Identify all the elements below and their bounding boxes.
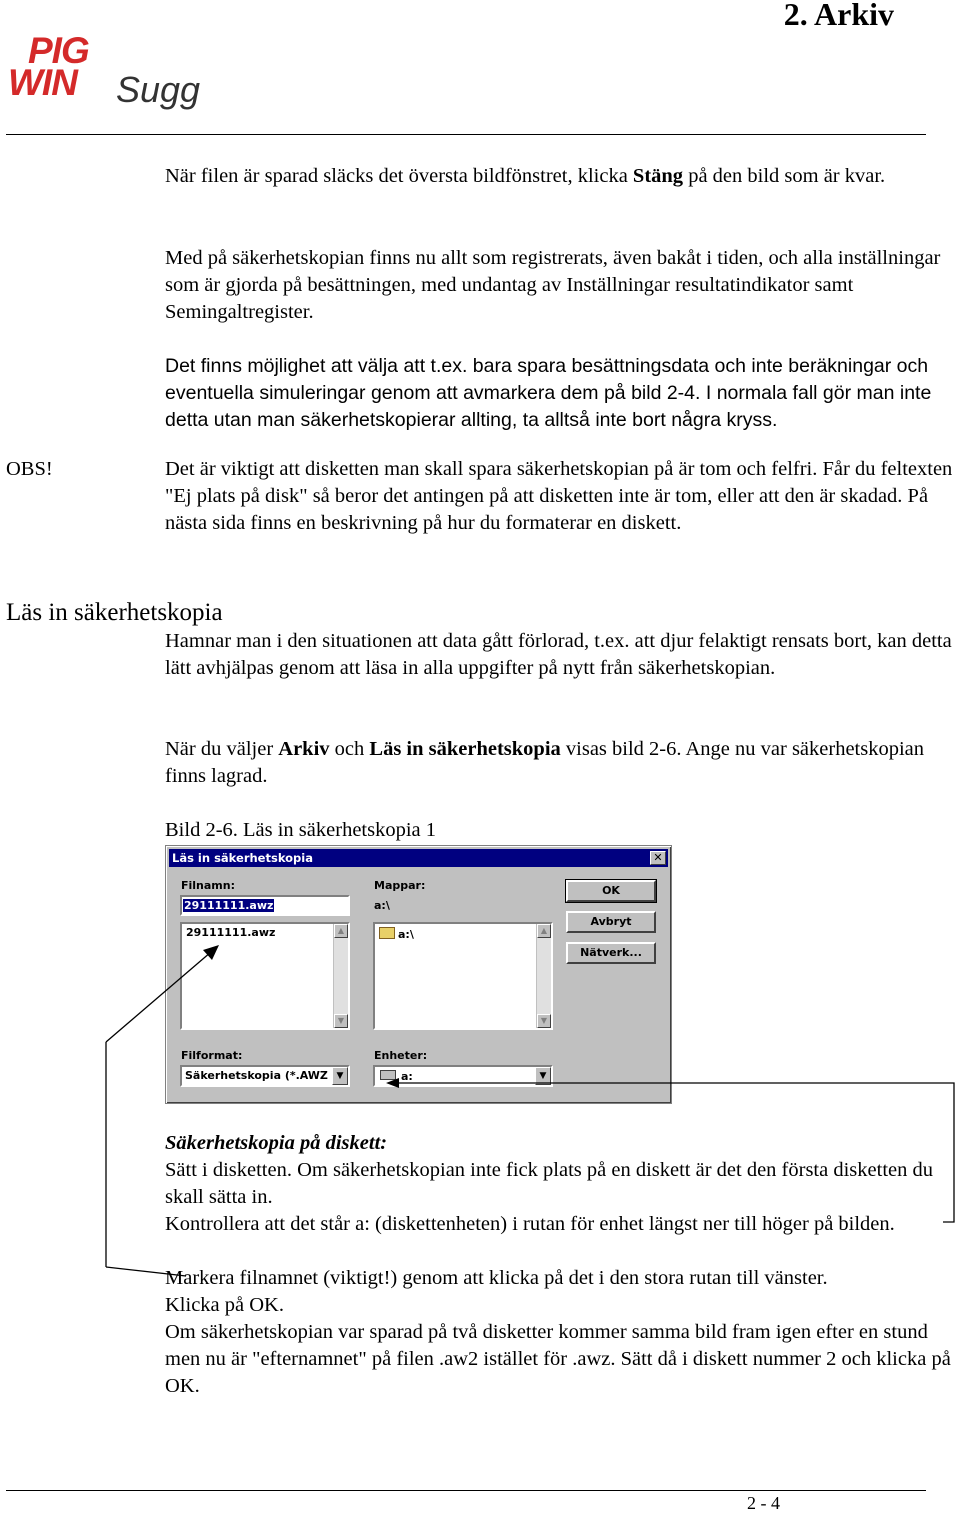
drive-label: a:	[401, 1070, 413, 1083]
scroll-up-icon[interactable]: ▲	[334, 924, 348, 938]
p3-text: Det finns möjlighet att välja att t.ex. bara spara besättningsdata och inte beräkningar och eventuella simuleringar genom att avmarkera dem på bild 2-4. I normala fall gör man inte detta utan man säkerhetskopierar allting, ta alltså inte bort några kryss.	[165, 355, 932, 431]
notes-title: Säkerhetskopia på diskett:	[165, 1132, 388, 1154]
arrowhead-icon	[203, 945, 219, 960]
close-icon[interactable]: ✕	[650, 851, 666, 865]
ok-button[interactable]: OK	[566, 880, 656, 902]
chapter-title: 2. Arkiv	[783, 0, 894, 32]
filename-value: 29111111.awz	[184, 899, 274, 912]
cancel-button[interactable]: Avbryt	[566, 911, 656, 933]
scroll-down-icon[interactable]: ▼	[334, 1014, 348, 1028]
p5-bold-las-in: Läs in säkerhetskopia	[369, 738, 561, 760]
arrowhead-icon	[386, 1078, 399, 1088]
note-two-disks: Om säkerhetskopian var sparad på två disketter kommer samma bild fram igen efter en stund men nu är "efternamnet" på filen .aw2 istället för .awz. Sätt då i diskett nummer 2 och klicka på OK.	[165, 1321, 951, 1397]
scroll-down-icon[interactable]: ▼	[537, 1014, 551, 1028]
paragraph-data-lost: Hamnar man i den situationen att data gått förlorad, t.ex. att djur felaktigt rensats bort, kan detta lätt avhjälpas genom att läsa in alla uppgifter på nytt från säkerhetskopian.	[165, 630, 952, 679]
note-click-ok: Klicka på OK.	[165, 1294, 284, 1316]
folder-item-label: a:\	[398, 928, 414, 941]
logo-pig: PIG	[28, 30, 89, 71]
p5-text-a: När du väljer	[165, 738, 279, 760]
p5-bold-arkiv: Arkiv	[278, 738, 330, 760]
filename-label: Filnamn:	[181, 879, 236, 892]
callout-line-to-file	[106, 952, 211, 1042]
file-list-item[interactable]: 29111111.awz	[186, 926, 276, 939]
logo-product: Sugg	[116, 69, 201, 110]
footer-rule	[6, 1490, 926, 1491]
section-heading: Läs in säkerhetskopia	[6, 599, 223, 626]
paragraph-backup-contents: Med på säkerhetskopian finns nu allt som registrerats, även bakåt i tiden, och alla inställningar som är gjorda på besättningen, med undantag av Inställningar resultatindikator samt Semingaltregister.	[165, 247, 941, 323]
note-insert-disk: Sätt i disketten. Om säkerhetskopian inte fick plats på en diskett är det den första disketten du skall sätta in.	[165, 1159, 933, 1208]
note-check-drive: Kontrollera att det står a: (diskettenheten) i rutan för enhet längst ner till höger på bilden.	[165, 1213, 895, 1235]
folders-path: a:\	[374, 899, 390, 912]
p5-text-e: visas bild 2-6. Ange nu var säkerhetskopian finns lagrad.	[165, 738, 925, 787]
fileformat-label: Filformat:	[181, 1049, 243, 1062]
figure-caption: Bild 2-6. Läs in säkerhetskopia 1	[165, 819, 437, 841]
network-button[interactable]: Nätverk...	[566, 942, 656, 964]
p1-bold-stang: Stäng	[632, 165, 684, 187]
p1-text-a: När filen är sparad släcks det översta bildfönstret, klicka	[165, 165, 633, 187]
folders-label: Mappar:	[374, 879, 426, 892]
p1-text-c: på den bild som är kvar.	[683, 165, 886, 187]
dialog-title: Läs in säkerhetskopia	[172, 851, 313, 865]
scroll-up-icon[interactable]: ▲	[537, 924, 551, 938]
page-number: 2 - 4	[747, 1493, 780, 1513]
note-select-filename: Markera filnamnet (viktigt!) genom att klicka på det i den stora rutan till vänster.	[165, 1267, 828, 1289]
drives-label: Enheter:	[374, 1049, 428, 1062]
p5-text-c: och	[329, 738, 370, 760]
chevron-down-icon[interactable]: ▼	[535, 1067, 551, 1085]
chevron-down-icon[interactable]: ▼	[332, 1067, 348, 1085]
logo-win: WIN	[8, 62, 77, 103]
paragraph-obs: Det är viktigt att disketten man skall spara säkerhetskopian på är tom och felfri. Får du feltexten "Ej plats på disk" så beror det antingen på att disketten inte är tom, eller att den är skadad. På nästa sida finns en beskrivning på hur du formaterar en diskett.	[165, 458, 953, 534]
fileformat-value: Säkerhetskopia (*.AWZ	[185, 1069, 328, 1082]
obs-label: OBS!	[6, 458, 53, 480]
